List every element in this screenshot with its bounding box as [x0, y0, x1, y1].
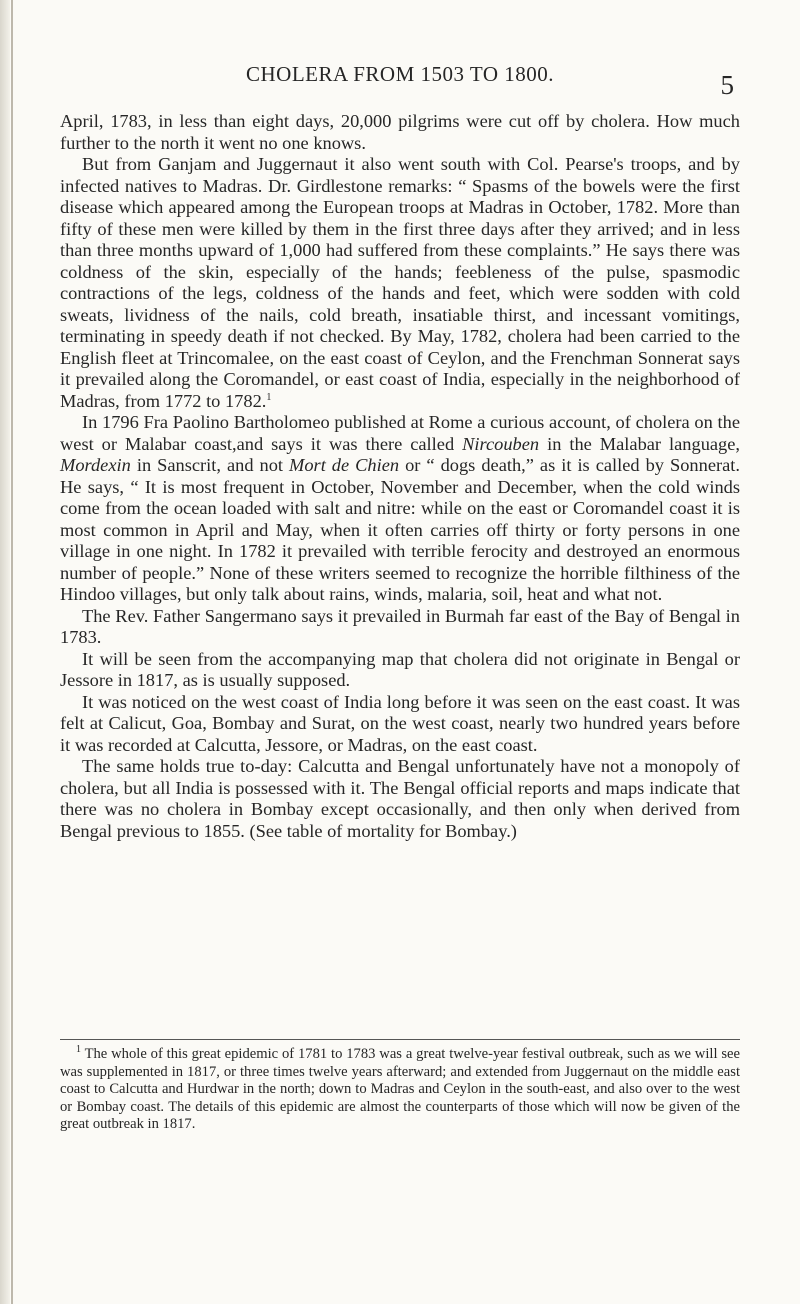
running-title: CHOLERA FROM 1503 TO 1800. [245, 62, 554, 86]
italic-term: Mordexin [60, 455, 131, 475]
paragraph: It will be seen from the accompanying map that cholera did not originate in Bengal or Jessore in 1817, as is usually supposed. [60, 648, 740, 690]
footnote [60, 1046, 740, 1134]
footnote-reference: 1 [266, 391, 272, 403]
paragraph-text: in the Malabar language, [547, 433, 741, 454]
footnote-text: The whole of this great epidemic of 1781 to 1783 was a great twelve-year festival outbreak, such as we will see was supplemented in 1817, or three times twelve years afterward; and extended from Juggernaut on the middle east coast to Calcutta and Hurdwar in the north; down to Madras and Ceylon in the south-east, and also over to the west or Bombay coast. The details of this epidemic are almost the counterparts of those which will now be given of the great outbreak in 1817. [60, 1046, 740, 1132]
body-text [60, 111, 740, 842]
italic-term: Mort de Chien [289, 455, 400, 475]
paragraph-text: in Sanscrit, and not [136, 455, 284, 475]
page-number: 5 [720, 70, 734, 100]
page-header [60, 62, 740, 98]
paragraph-text: or “ dogs death,” as it is called by Sonnerat. He says, “ It is most frequent in October, November and December, when the cold winds come from the ocean loaded with salt and nitre: while on the east or Coromandel coast it is most common in April and May, when it often carries off thirty or forty persons in one village in one night. In 1782 it prevailed with terrible ferocity and destroyed an enormous number of people.” None of these writers seemed to recognize the horrible filthiness of the Hindoo villages, but only talk about rains, winds, malaria, soil, heat and what not. [60, 455, 740, 604]
paragraph [60, 412, 740, 606]
paragraph: The same holds true to-day: Calcutta and Bengal unfortunately have not a monopoly of cholera, but all India is possessed with it. The Bengal official reports and maps indicate that there was no cholera in Bombay except occasionally, and then only when derived from Bengal previous to 1855. (See table of mortality for Bombay.) [60, 756, 740, 841]
footnote-rule [60, 1039, 740, 1040]
binding-gutter [11, 0, 13, 1304]
paragraph-text: In 1796 Fra Paolino Bartholomeo published at Rome a curious account, of cholera on the west or Malabar coast,and says it was there called [60, 412, 740, 454]
paragraph: The Rev. Father Sangermano says it prevailed in Burmah far east of the Bay of Bengal in 1783. [60, 605, 740, 647]
paragraph-text: But from Ganjam and Juggernaut it also went south with Col. Pearse's troops, and by infected natives to Madras. Dr. Girdlestone remarks: “ Spasms of the bowels were the first disease which appeared among the European troops at Madras in October, 1782. More than fifty of these men were killed by them in the first three days after they arrived; and in less than three months upward of 1,000 had suffered from these complaints.” He says there was coldness of the skin, especially of the hands; feebleness of the pulse, spasmodic contractions of the legs, coldness of the hands and feet, which were sodden with cold sweats, lividness of the nails, cold breath, insatiable thirst, and incessant vomitings, terminating in speedy death if not checked. By May, 1782, cholera had been carried to the English fleet at Trincomalee, on the east coast of Ceylon, and the Frenchman Sonnerat says it prevailed along the Coromandel, or east coast of India, especially in the neighborhood of Madras, from 1772 to 1782. [60, 154, 740, 411]
paragraph: It was noticed on the west coast of India long before it was seen on the east coast. It was felt at Calicut, Goa, Bombay and Surat, on the west coast, nearly two hundred years before it was recorded at Calcutta, Jessore, or Madras, on the east coast. [60, 691, 740, 755]
italic-term: Nircouben [462, 433, 540, 454]
page-edge [0, 0, 10, 1304]
footnote-paragraph [60, 1046, 740, 1134]
paragraph [60, 154, 740, 412]
footnote-marker: 1 [76, 1044, 81, 1056]
paragraph: April, 1783, in less than eight days, 20,000 pilgrims were cut off by cholera. How much further to the north it went no one knows. [60, 111, 740, 153]
